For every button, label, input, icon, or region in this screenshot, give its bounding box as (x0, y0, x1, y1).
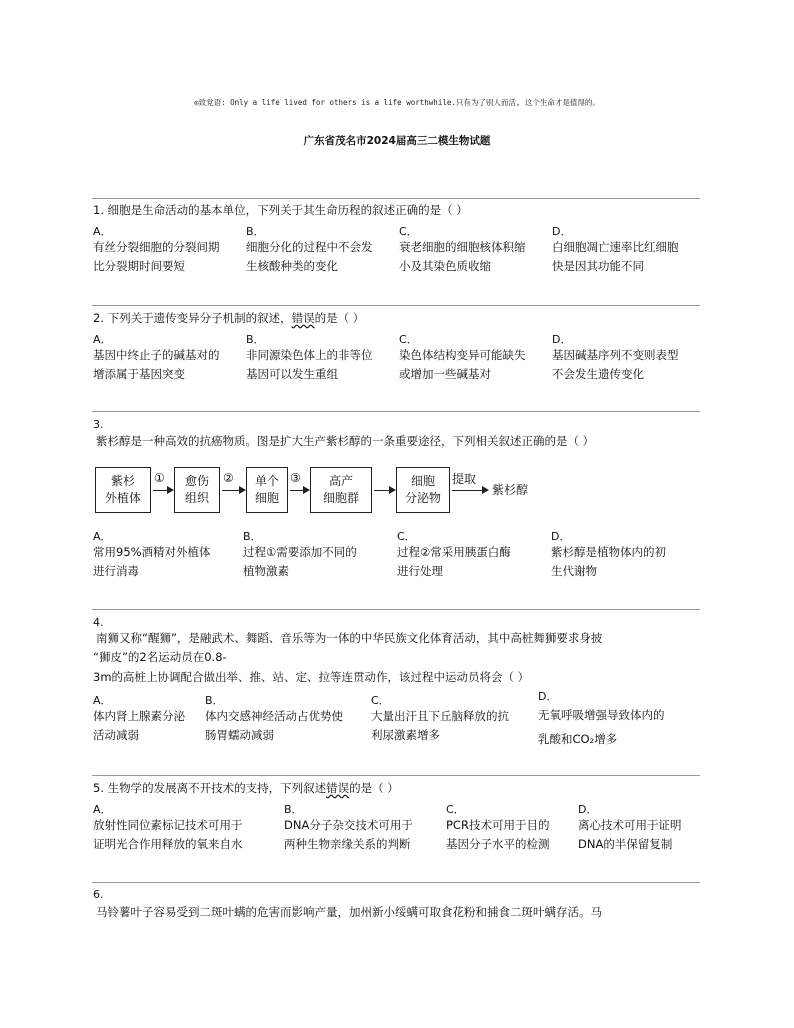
question-1-stem: 1. 细胞是生命活动的基本单位，下列关于其生命历程的叙述正确的是（ ） (93, 203, 468, 217)
q3-option-b-letter: B． (243, 530, 262, 543)
q4-option-c: 大量出汗且下丘脑释放的抗 利尿激素增多 (371, 709, 509, 742)
question-3-stem: 紫杉醇是一种高效的抗癌物质。图是扩大生产紫杉醇的一条重要途径，下列相关叙述正确的是（ ） (96, 434, 595, 448)
arrow-head-icon (389, 486, 396, 494)
q5-option-b: DNA分子杂交技术可用于 两种生物亲缘关系的判断 (284, 818, 413, 851)
flow-box-callus: 愈伤 组织 (174, 467, 220, 513)
divider (92, 882, 700, 883)
q4-option-c-letter: C． (371, 694, 390, 707)
flow-arrow (290, 490, 303, 491)
question-4-number: 4. (93, 616, 104, 629)
flow-box-single-cell: 单个 细胞 (246, 467, 288, 513)
q2-option-c: 染色体结构变异可能缺失 或增加一些碱基对 (399, 348, 526, 381)
flow-arrow (374, 490, 389, 491)
q4-option-a: 体内肾上腺素分泌 活动减弱 (93, 709, 185, 742)
q4-option-d: 无氧呼吸增强导致体内的 乳酸和CO₂增多 (538, 708, 665, 746)
question-2-stem: 2. 下列关于遗传变异分子机制的叙述，错误的是（ ） (93, 311, 365, 325)
divider (92, 198, 700, 199)
q2-option-c-letter: C． (399, 333, 418, 346)
q1-option-c-letter: C． (399, 225, 418, 238)
flow-product: 紫杉醇 (492, 483, 529, 497)
q5-option-d-letter: D． (578, 803, 598, 816)
q1-option-b: 细胞分化的过程中不会发 生核酸种类的变化 (246, 240, 373, 273)
q3-option-a: 常用95%酒精对外植体 进行消毒 (93, 545, 211, 578)
q1-option-b-letter: B． (246, 225, 265, 238)
q2-option-b-letter: B． (246, 333, 265, 346)
q2-option-a-letter: A． (93, 333, 112, 346)
question-5-stem: 5. 生物学的发展离不开技术的支持，下列叙述错误的是（ ） (93, 781, 399, 795)
q4-option-d-letter: D． (538, 690, 558, 703)
flow-box-secretion: 细胞 分泌物 (396, 467, 450, 513)
q1-option-a: 有丝分裂细胞的分裂间期 比分裂期时间要短 (93, 240, 220, 273)
question-3-number: 3. (93, 418, 104, 431)
divider (92, 775, 700, 776)
question-6-stem: 马铃薯叶子容易受到二斑叶螨的危害而影响产量，加州新小绥螨可取食花粉和捕食二斑叶螨存活。马 (96, 905, 602, 919)
question-4-stem-line-2: “狮皮”的2名运动员在0.8- (93, 650, 227, 664)
q4-option-b: 体内交感神经活动占优势使 肠胃蠕动减弱 (205, 709, 343, 742)
q4-option-a-letter: A． (93, 694, 112, 707)
flow-box-high-yield-cells: 高产 细胞群 (310, 467, 372, 513)
header-motto: ◎致党语: Only a life lived for others is a life worthwhile.只有为了别人而活, 这个生命才是值得的。 (194, 98, 600, 107)
arrow-head-icon (167, 486, 174, 494)
flow-step-3: ③ (290, 471, 301, 485)
flow-step-extract: 提取 (452, 472, 477, 486)
q3-option-c-letter: C． (397, 530, 416, 543)
flow-arrow (153, 490, 167, 491)
flow-step-1: ① (154, 471, 165, 485)
arrow-head-icon (482, 486, 489, 494)
q3-option-d: 紫杉醇是植物体内的初 生代谢物 (551, 545, 666, 578)
q3-option-c: 过程②常采用胰蛋白酶 进行处理 (397, 545, 511, 578)
q1-option-d: 白细胞凋亡速率比红细胞 快是因其功能不同 (552, 240, 679, 273)
q1-option-d-letter: D． (552, 225, 572, 238)
question-6-number: 6. (93, 888, 104, 901)
taxol-production-flowchart (90, 462, 530, 524)
question-4-stem-line-3: 3m的高桩上协调配合做出举、推、站、定、拉等连贯动作，该过程中运动员将会（ ） (93, 670, 530, 684)
q2-option-d-letter: D． (552, 333, 572, 346)
q5-option-d: 离心技术可用于证明 DNA的半保留复制 (578, 818, 682, 851)
arrow-head-icon (239, 486, 246, 494)
divider (92, 305, 700, 306)
q5-option-b-letter: B． (284, 803, 303, 816)
q3-option-a-letter: A． (93, 530, 112, 543)
q1-option-c: 衰老细胞的细胞核体积缩 小及其染色质收缩 (399, 240, 526, 273)
flow-arrow (452, 490, 482, 491)
q4-option-b-letter: B． (205, 694, 224, 707)
arrow-head-icon (303, 486, 310, 494)
q2-option-d: 基因碱基序列不变则表型 不会发生遗传变化 (552, 348, 679, 381)
q5-option-c: PCR技术可用于目的 基因分子水平的检测 (446, 818, 550, 851)
q5-option-a-letter: A． (93, 803, 112, 816)
flow-step-2: ② (223, 471, 234, 485)
question-4-stem-line-1: 南狮又称“醒狮”，是融武术、舞蹈、音乐等为一体的中华民族文化体育活动，其中高桩舞狮要求身披 (96, 631, 603, 645)
q5-option-c-letter: C． (446, 803, 465, 816)
divider (92, 609, 700, 610)
q3-option-d-letter: D． (551, 530, 571, 543)
document-title: 广东省茂名市2024届高三二模生物试题 (303, 135, 491, 147)
q2-option-b: 非同源染色体上的非等位 基因可以发生重组 (246, 348, 373, 381)
flow-arrow (222, 490, 239, 491)
q5-option-a: 放射性同位素标记技术可用于 证明光合作用释放的氧来自水 (93, 818, 243, 851)
q2-option-a: 基因中终止子的碱基对的 增添属于基因突变 (93, 348, 220, 381)
divider (92, 411, 700, 412)
q3-option-b: 过程①需要添加不同的 植物激素 (243, 545, 357, 578)
flow-box-explant: 紫杉 外植体 (95, 467, 151, 513)
q1-option-a-letter: A． (93, 225, 112, 238)
